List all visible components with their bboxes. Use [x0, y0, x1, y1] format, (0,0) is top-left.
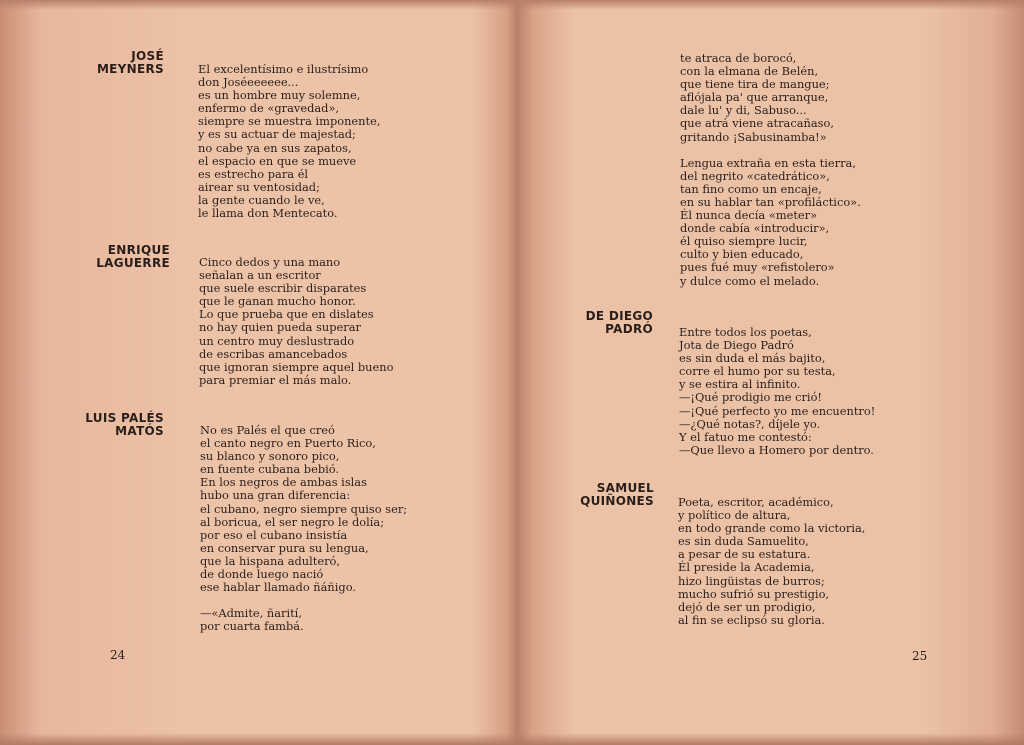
- verse-line: ese hablar llamado ñáñigo.: [200, 580, 356, 595]
- poem-meyners: [198, 63, 380, 220]
- verse-line: Jota de Diego Padró: [679, 338, 794, 353]
- verse-line: Poeta, escritor, académico,: [678, 495, 834, 509]
- verse-line: un centro muy deslustrado: [199, 333, 355, 348]
- poem-pales-matos-continued: [680, 52, 861, 288]
- verse-line: Él nunca decía «meter»: [680, 208, 818, 223]
- verse-line: de donde luego nació: [200, 567, 324, 582]
- verse-line: que ignoran siempre aquel bueno: [199, 359, 394, 374]
- verse-line: no cabe ya en sus zapatos,: [198, 140, 352, 155]
- verse-line: Lengua extraña en esta tierra,: [680, 155, 856, 170]
- verse-line: hubo una gran diferencia:: [200, 488, 351, 503]
- verse-line: En los negros de ambas islas: [200, 475, 367, 490]
- verse-line: Entre todos los poetas,: [679, 325, 812, 339]
- verse-line: dejó de ser un prodigio,: [678, 599, 816, 614]
- verse-line: el espacio en que se mueve: [198, 153, 357, 168]
- verse-line: pues fué muy «refistolero»: [680, 260, 835, 275]
- verse-line: en todo grande como la victoria,: [678, 521, 866, 536]
- verse-line: don Joséeeeeee...: [198, 75, 299, 90]
- poem-samuel-quinones: [678, 496, 865, 627]
- verse-line: y se estira al infinito.: [679, 377, 801, 392]
- verse-line: que tiene tira de mangue;: [680, 77, 830, 92]
- verse-line: enfermo de «gravedad»,: [198, 101, 340, 116]
- verse-line: que suele escribir disparates: [199, 281, 367, 296]
- verse-line: su blanco y sonoro pico,: [200, 449, 340, 464]
- verse-line: del negrito «catedrático»,: [680, 168, 830, 183]
- verse-line: él quiso siempre lucir,: [680, 234, 808, 249]
- verse-line: al boricua, el ser negro le dolía;: [200, 514, 385, 529]
- poet-name-line: MATÓS: [115, 424, 164, 438]
- verse-line: y dulce como el melado.: [680, 273, 820, 288]
- verse-line: de escribas amancebados: [199, 346, 348, 361]
- verse-line: donde cabía «introducir»,: [680, 221, 830, 236]
- verse-line: no hay quien pueda superar: [199, 320, 361, 335]
- poet-name-line: JOSÉ: [131, 49, 164, 63]
- poem-de-diego-padro: [679, 326, 875, 457]
- poem-pales-matos: [200, 424, 407, 633]
- verse-line: —¡Qué perfecto yo me encuentro!: [679, 403, 876, 418]
- verse-line: Y el fatuo me contestó:: [679, 429, 812, 444]
- verse-line: aflójala pa' que arranque,: [680, 90, 829, 105]
- poet-name-line: LUIS PALÉS: [85, 411, 164, 425]
- verse-line: airear su ventosidad;: [198, 179, 320, 194]
- page-number-right: 25: [912, 649, 928, 663]
- verse-line: es sin duda el más bajito,: [679, 351, 826, 366]
- verse-line: es estrecho para él: [198, 166, 309, 181]
- verse-line: con la elmana de Belén,: [680, 64, 819, 79]
- poet-name-line: DE DIEGO: [585, 309, 653, 323]
- verse-line: dale lu' y di, Sabuso...: [680, 103, 807, 118]
- poet-name-line: ENRIQUE: [107, 243, 170, 257]
- verse-line: —¡Qué prodigio me crió!: [679, 390, 823, 405]
- verse-line: culto y bien educado,: [680, 247, 804, 262]
- verse-line: le llama don Mentecato.: [198, 206, 338, 221]
- verse-line: en fuente cubana bebió.: [200, 462, 340, 477]
- verse-line: por cuarta fambá.: [200, 619, 304, 634]
- verse-line: siempre se muestra imponente,: [198, 114, 381, 129]
- poet-name-de-diego-padro: [586, 310, 653, 336]
- verse-line: mucho sufrió su prestigio,: [678, 586, 830, 601]
- poet-name-samuel-quinones: [580, 482, 654, 508]
- poet-name-pales-matos: [85, 412, 164, 438]
- verse-line: tan fino como un encaje,: [680, 181, 822, 196]
- verse-line: te atraca de borocó,: [680, 51, 797, 65]
- verse-line: la gente cuando le ve,: [198, 192, 325, 207]
- verse-line: al fin se eclipsó su gloria.: [678, 612, 825, 627]
- right-page: [512, 0, 1024, 745]
- verse-line: señalan a un escritor: [199, 268, 321, 283]
- poet-name-meyners: [97, 50, 164, 76]
- verse-line: por eso el cubano insistía: [200, 527, 348, 542]
- verse-line: [680, 144, 861, 157]
- verse-line: que le ganan mucho honor.: [199, 294, 356, 309]
- poet-name-line: SAMUEL: [596, 481, 654, 495]
- verse-line: hizo lingüistas de burros;: [678, 573, 825, 588]
- poet-name-line: QUIÑONES: [580, 494, 654, 508]
- verse-line: El excelentísimo e ilustrísimo: [198, 62, 369, 76]
- verse-line: para premiar el más malo.: [199, 372, 352, 387]
- verse-line: —¿Qué notas?, díjele yo.: [679, 416, 821, 431]
- verse-line: gritando ¡Sabusinamba!»: [680, 129, 827, 144]
- verse-line: No es Palés el que creó: [200, 423, 335, 437]
- verse-line: el cubano, negro siempre quiso ser;: [200, 501, 408, 516]
- verse-line: Él preside la Academia,: [678, 560, 815, 575]
- poet-name-line: PADRÓ: [605, 322, 653, 336]
- verse-line: corre el humo por su testa,: [679, 364, 836, 379]
- verse-line: es sin duda Samuelito,: [678, 534, 809, 549]
- poem-laguerre: [199, 256, 393, 387]
- verse-line: en conservar pura su lengua,: [200, 540, 369, 555]
- verse-line: y político de altura,: [678, 508, 791, 523]
- verse-line: que atrá viene atracañaso,: [680, 116, 834, 131]
- verse-line: y es su actuar de majestad;: [198, 127, 356, 142]
- verse-line: a pesar de su estatura.: [678, 547, 811, 562]
- verse-line: que la hispana adulteró,: [200, 553, 341, 568]
- verse-line: —Que llevo a Homero por dentro.: [679, 442, 874, 457]
- verse-line: —«Admite, ñarití,: [200, 606, 302, 621]
- verse-line: Lo que prueba que en dislates: [199, 307, 374, 322]
- verse-line: el canto negro en Puerto Rico,: [200, 436, 376, 451]
- poet-name-line: LAGUERRE: [96, 256, 170, 270]
- poet-name-laguerre: [96, 244, 170, 270]
- verse-line: Cinco dedos y una mano: [199, 255, 341, 269]
- verse-line: es un hombre muy solemne,: [198, 88, 361, 103]
- page-number-left: 24: [110, 648, 126, 662]
- verse-line: en su hablar tan «profiláctico».: [680, 194, 861, 209]
- poet-name-line: MEYNERS: [96, 62, 164, 76]
